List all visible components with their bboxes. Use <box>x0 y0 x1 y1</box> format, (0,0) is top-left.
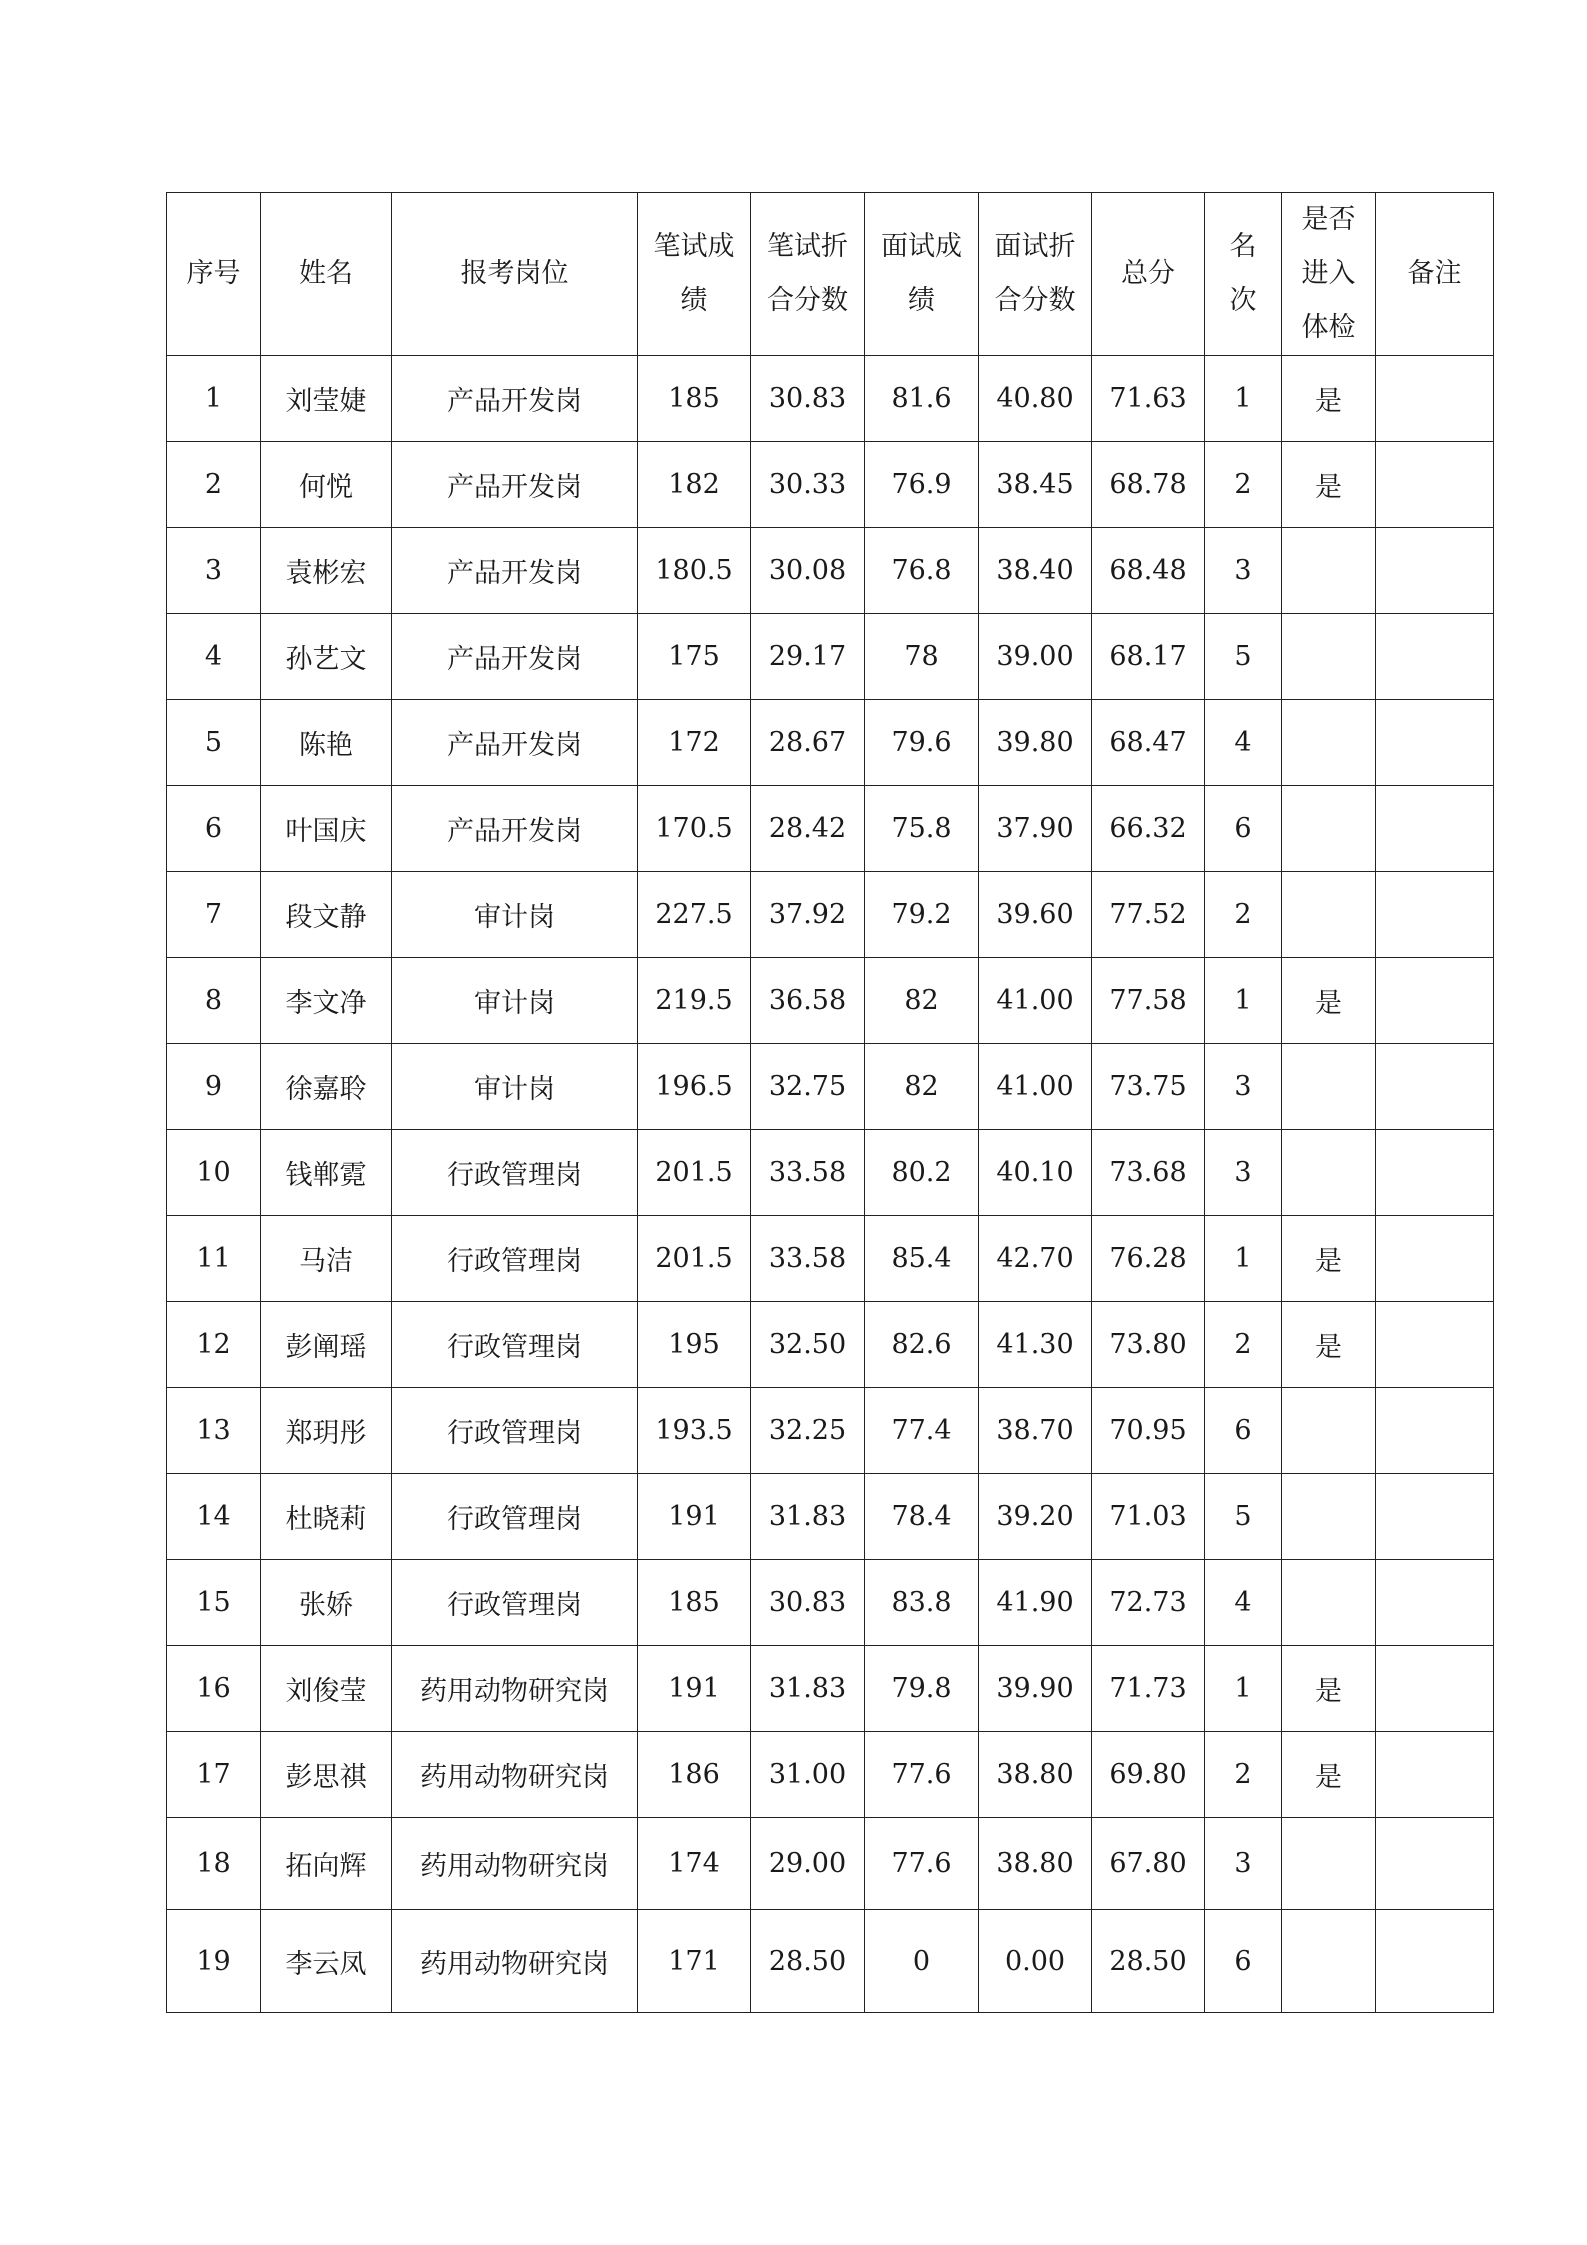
header-position <box>392 193 638 356</box>
cell-interview-converted: 40.80 <box>979 356 1092 442</box>
table-row <box>167 1302 1494 1388</box>
cell-written-converted: 28.67 <box>751 700 865 786</box>
table-row <box>167 1910 1494 2013</box>
cell-written-converted: 37.92 <box>751 872 865 958</box>
cell-written: 195 <box>638 1302 751 1388</box>
cell-rank: 3 <box>1205 528 1282 614</box>
cell-name: 张娇 <box>261 1560 392 1646</box>
cell-seq: 10 <box>167 1130 261 1216</box>
cell-remark <box>1376 958 1494 1044</box>
cell-written-converted: 28.42 <box>751 786 865 872</box>
cell-total: 70.95 <box>1092 1388 1205 1474</box>
cell-rank: 5 <box>1205 1474 1282 1560</box>
header-interview-converted <box>979 193 1092 356</box>
cell-written: 172 <box>638 700 751 786</box>
cell-written-converted: 32.75 <box>751 1044 865 1130</box>
cell-interview: 79.2 <box>865 872 979 958</box>
table-row <box>167 1474 1494 1560</box>
cell-position: 产品开发岗 <box>392 356 638 442</box>
cell-name: 刘莹婕 <box>261 356 392 442</box>
header-text-line: 是否 <box>1301 204 1356 235</box>
header-total <box>1092 193 1205 356</box>
cell-rank: 2 <box>1205 1302 1282 1388</box>
cell-total: 68.17 <box>1092 614 1205 700</box>
cell-interview: 78.4 <box>865 1474 979 1560</box>
cell-position: 药用动物研究岗 <box>392 1910 638 2013</box>
table-row <box>167 1818 1494 1910</box>
cell-seq: 2 <box>167 442 261 528</box>
cell-written: 175 <box>638 614 751 700</box>
cell-position: 行政管理岗 <box>392 1474 638 1560</box>
table-row <box>167 614 1494 700</box>
cell-written-converted: 31.83 <box>751 1474 865 1560</box>
cell-position: 药用动物研究岗 <box>392 1646 638 1732</box>
cell-total: 77.52 <box>1092 872 1205 958</box>
cell-rank: 4 <box>1205 1560 1282 1646</box>
header-text-line: 名 <box>1229 231 1257 262</box>
cell-written-converted: 33.58 <box>751 1216 865 1302</box>
cell-physical-exam <box>1282 528 1376 614</box>
cell-physical-exam <box>1282 1818 1376 1910</box>
cell-interview: 75.8 <box>865 786 979 872</box>
cell-name: 李云凤 <box>261 1910 392 2013</box>
cell-position: 审计岗 <box>392 958 638 1044</box>
header-rank <box>1205 193 1282 356</box>
cell-position: 产品开发岗 <box>392 786 638 872</box>
cell-seq: 9 <box>167 1044 261 1130</box>
cell-seq: 1 <box>167 356 261 442</box>
cell-position: 产品开发岗 <box>392 700 638 786</box>
cell-total: 67.80 <box>1092 1818 1205 1910</box>
cell-interview: 0 <box>865 1910 979 2013</box>
cell-written-converted: 28.50 <box>751 1910 865 2013</box>
cell-written: 174 <box>638 1818 751 1910</box>
cell-written: 227.5 <box>638 872 751 958</box>
cell-total: 28.50 <box>1092 1910 1205 2013</box>
cell-seq: 11 <box>167 1216 261 1302</box>
cell-written-converted: 30.83 <box>751 356 865 442</box>
cell-interview: 79.8 <box>865 1646 979 1732</box>
cell-physical-exam <box>1282 872 1376 958</box>
cell-remark <box>1376 1216 1494 1302</box>
header-text-line: 绩 <box>680 285 708 316</box>
header-text-line: 绩 <box>908 285 935 316</box>
cell-total: 76.28 <box>1092 1216 1205 1302</box>
cell-written: 191 <box>638 1646 751 1732</box>
table-row <box>167 1646 1494 1732</box>
table-row <box>167 872 1494 958</box>
table-row <box>167 786 1494 872</box>
cell-seq: 16 <box>167 1646 261 1732</box>
header-physical-exam <box>1282 193 1376 356</box>
cell-seq: 7 <box>167 872 261 958</box>
table-row <box>167 1044 1494 1130</box>
cell-total: 73.68 <box>1092 1130 1205 1216</box>
cell-written-converted: 36.58 <box>751 958 865 1044</box>
header-text-line: 笔试成 <box>653 231 735 262</box>
cell-interview: 85.4 <box>865 1216 979 1302</box>
cell-rank: 6 <box>1205 786 1282 872</box>
cell-total: 71.63 <box>1092 356 1205 442</box>
cell-remark <box>1376 356 1494 442</box>
cell-written-converted: 33.58 <box>751 1130 865 1216</box>
cell-name: 刘俊莹 <box>261 1646 392 1732</box>
cell-interview-converted: 41.90 <box>979 1560 1092 1646</box>
cell-seq: 5 <box>167 700 261 786</box>
cell-rank: 1 <box>1205 1216 1282 1302</box>
header-interview <box>865 193 979 356</box>
cell-interview-converted: 41.00 <box>979 1044 1092 1130</box>
cell-physical-exam <box>1282 1474 1376 1560</box>
cell-remark <box>1376 1302 1494 1388</box>
cell-written: 201.5 <box>638 1130 751 1216</box>
cell-name: 徐嘉聆 <box>261 1044 392 1130</box>
cell-physical-exam <box>1282 786 1376 872</box>
cell-name: 拓向辉 <box>261 1818 392 1910</box>
table-row <box>167 442 1494 528</box>
header-seq <box>167 193 261 356</box>
cell-position: 药用动物研究岗 <box>392 1732 638 1818</box>
cell-written: 186 <box>638 1732 751 1818</box>
cell-remark <box>1376 1560 1494 1646</box>
cell-name: 袁彬宏 <box>261 528 392 614</box>
table-row <box>167 528 1494 614</box>
cell-name: 陈艳 <box>261 700 392 786</box>
cell-total: 68.78 <box>1092 442 1205 528</box>
cell-remark <box>1376 1474 1494 1560</box>
cell-written: 171 <box>638 1910 751 2013</box>
cell-rank: 1 <box>1205 1646 1282 1732</box>
cell-name: 段文静 <box>261 872 392 958</box>
cell-written-converted: 30.83 <box>751 1560 865 1646</box>
cell-physical-exam: 是 <box>1282 356 1376 442</box>
cell-name: 彭思祺 <box>261 1732 392 1818</box>
cell-seq: 18 <box>167 1818 261 1910</box>
cell-rank: 2 <box>1205 442 1282 528</box>
cell-interview: 76.8 <box>865 528 979 614</box>
cell-seq: 3 <box>167 528 261 614</box>
cell-name: 何悦 <box>261 442 392 528</box>
cell-physical-exam: 是 <box>1282 1302 1376 1388</box>
cell-written: 219.5 <box>638 958 751 1044</box>
header-text-line: 备注 <box>1407 258 1462 289</box>
cell-written-converted: 31.00 <box>751 1732 865 1818</box>
cell-seq: 19 <box>167 1910 261 2013</box>
cell-interview: 82 <box>865 958 979 1044</box>
cell-physical-exam <box>1282 1388 1376 1474</box>
cell-interview: 82.6 <box>865 1302 979 1388</box>
score-table <box>166 192 1494 2013</box>
cell-rank: 4 <box>1205 700 1282 786</box>
cell-position: 行政管理岗 <box>392 1388 638 1474</box>
cell-name: 钱郸霓 <box>261 1130 392 1216</box>
cell-rank: 3 <box>1205 1044 1282 1130</box>
cell-remark <box>1376 1910 1494 2013</box>
cell-position: 审计岗 <box>392 872 638 958</box>
cell-written: 193.5 <box>638 1388 751 1474</box>
cell-total: 68.48 <box>1092 528 1205 614</box>
cell-rank: 1 <box>1205 356 1282 442</box>
cell-interview-converted: 41.30 <box>979 1302 1092 1388</box>
cell-total: 69.80 <box>1092 1732 1205 1818</box>
cell-interview: 79.6 <box>865 700 979 786</box>
header-text-line: 面试折 <box>994 231 1076 262</box>
cell-position: 行政管理岗 <box>392 1302 638 1388</box>
cell-written-converted: 29.00 <box>751 1818 865 1910</box>
cell-interview-converted: 38.80 <box>979 1732 1092 1818</box>
table-row <box>167 1560 1494 1646</box>
cell-position: 审计岗 <box>392 1044 638 1130</box>
cell-interview-converted: 38.40 <box>979 528 1092 614</box>
cell-name: 杜晓莉 <box>261 1474 392 1560</box>
cell-total: 73.75 <box>1092 1044 1205 1130</box>
cell-remark <box>1376 1388 1494 1474</box>
cell-remark <box>1376 872 1494 958</box>
cell-rank: 2 <box>1205 872 1282 958</box>
cell-seq: 8 <box>167 958 261 1044</box>
cell-seq: 14 <box>167 1474 261 1560</box>
cell-seq: 4 <box>167 614 261 700</box>
cell-rank: 3 <box>1205 1818 1282 1910</box>
cell-interview: 83.8 <box>865 1560 979 1646</box>
cell-written: 185 <box>638 1560 751 1646</box>
cell-written: 196.5 <box>638 1044 751 1130</box>
cell-seq: 12 <box>167 1302 261 1388</box>
cell-interview-converted: 39.20 <box>979 1474 1092 1560</box>
header-text-line: 合分数 <box>994 285 1076 316</box>
cell-interview: 82 <box>865 1044 979 1130</box>
table-row <box>167 1732 1494 1818</box>
cell-interview: 81.6 <box>865 356 979 442</box>
cell-written: 182 <box>638 442 751 528</box>
cell-seq: 17 <box>167 1732 261 1818</box>
cell-remark <box>1376 528 1494 614</box>
cell-total: 72.73 <box>1092 1560 1205 1646</box>
cell-position: 产品开发岗 <box>392 614 638 700</box>
cell-total: 68.47 <box>1092 700 1205 786</box>
cell-written-converted: 29.17 <box>751 614 865 700</box>
cell-name: 孙艺文 <box>261 614 392 700</box>
cell-physical-exam: 是 <box>1282 1732 1376 1818</box>
cell-written: 180.5 <box>638 528 751 614</box>
cell-interview: 80.2 <box>865 1130 979 1216</box>
cell-written-converted: 32.50 <box>751 1302 865 1388</box>
cell-interview-converted: 38.45 <box>979 442 1092 528</box>
cell-written: 201.5 <box>638 1216 751 1302</box>
cell-remark <box>1376 1044 1494 1130</box>
cell-name: 郑玥彤 <box>261 1388 392 1474</box>
cell-physical-exam <box>1282 614 1376 700</box>
cell-written: 191 <box>638 1474 751 1560</box>
header-text-line: 面试成 <box>881 231 962 262</box>
cell-name: 彭阐瑶 <box>261 1302 392 1388</box>
cell-remark <box>1376 1130 1494 1216</box>
header-text-line: 报考岗位 <box>460 258 569 289</box>
header-written <box>638 193 751 356</box>
cell-written-converted: 30.33 <box>751 442 865 528</box>
header-written-converted <box>751 193 865 356</box>
cell-rank: 1 <box>1205 958 1282 1044</box>
cell-seq: 13 <box>167 1388 261 1474</box>
header-text-line: 合分数 <box>767 285 848 316</box>
cell-physical-exam: 是 <box>1282 958 1376 1044</box>
cell-total: 77.58 <box>1092 958 1205 1044</box>
cell-total: 71.03 <box>1092 1474 1205 1560</box>
cell-written: 170.5 <box>638 786 751 872</box>
cell-interview-converted: 41.00 <box>979 958 1092 1044</box>
table-body <box>167 356 1494 2013</box>
cell-remark <box>1376 700 1494 786</box>
cell-position: 产品开发岗 <box>392 442 638 528</box>
cell-physical-exam <box>1282 1910 1376 2013</box>
cell-written: 185 <box>638 356 751 442</box>
cell-interview: 77.4 <box>865 1388 979 1474</box>
cell-interview-converted: 38.70 <box>979 1388 1092 1474</box>
cell-name: 叶国庆 <box>261 786 392 872</box>
cell-rank: 5 <box>1205 614 1282 700</box>
cell-name: 李文净 <box>261 958 392 1044</box>
cell-written-converted: 31.83 <box>751 1646 865 1732</box>
header-text-line: 笔试折 <box>767 231 848 262</box>
header-text-line: 次 <box>1229 285 1257 316</box>
cell-physical-exam: 是 <box>1282 1216 1376 1302</box>
cell-position: 行政管理岗 <box>392 1216 638 1302</box>
cell-interview-converted: 39.80 <box>979 700 1092 786</box>
cell-position: 行政管理岗 <box>392 1560 638 1646</box>
cell-interview-converted: 0.00 <box>979 1910 1092 2013</box>
cell-seq: 6 <box>167 786 261 872</box>
cell-seq: 15 <box>167 1560 261 1646</box>
table-row <box>167 1130 1494 1216</box>
cell-written-converted: 30.08 <box>751 528 865 614</box>
cell-written-converted: 32.25 <box>751 1388 865 1474</box>
cell-interview-converted: 42.70 <box>979 1216 1092 1302</box>
cell-name: 马洁 <box>261 1216 392 1302</box>
header-text-line: 总分 <box>1121 258 1175 289</box>
cell-physical-exam <box>1282 700 1376 786</box>
cell-rank: 2 <box>1205 1732 1282 1818</box>
table-header-row <box>167 193 1494 356</box>
cell-interview-converted: 37.90 <box>979 786 1092 872</box>
cell-interview: 76.9 <box>865 442 979 528</box>
cell-interview: 78 <box>865 614 979 700</box>
cell-physical-exam: 是 <box>1282 442 1376 528</box>
cell-physical-exam <box>1282 1560 1376 1646</box>
cell-physical-exam <box>1282 1130 1376 1216</box>
cell-remark <box>1376 1732 1494 1818</box>
cell-rank: 6 <box>1205 1388 1282 1474</box>
cell-interview: 77.6 <box>865 1732 979 1818</box>
table-row <box>167 958 1494 1044</box>
cell-remark <box>1376 786 1494 872</box>
cell-interview-converted: 39.60 <box>979 872 1092 958</box>
cell-position: 药用动物研究岗 <box>392 1818 638 1910</box>
cell-remark <box>1376 442 1494 528</box>
cell-interview-converted: 39.90 <box>979 1646 1092 1732</box>
cell-remark <box>1376 1818 1494 1910</box>
table-row <box>167 1216 1494 1302</box>
cell-total: 66.32 <box>1092 786 1205 872</box>
cell-position: 产品开发岗 <box>392 528 638 614</box>
cell-interview: 77.6 <box>865 1818 979 1910</box>
cell-remark <box>1376 1646 1494 1732</box>
header-text-line: 序号 <box>186 258 241 289</box>
cell-total: 71.73 <box>1092 1646 1205 1732</box>
table-row <box>167 1388 1494 1474</box>
header-name <box>261 193 392 356</box>
cell-interview-converted: 38.80 <box>979 1818 1092 1910</box>
cell-remark <box>1376 614 1494 700</box>
header-text-line: 进入 <box>1301 258 1356 289</box>
cell-interview-converted: 40.10 <box>979 1130 1092 1216</box>
header-remark <box>1376 193 1494 356</box>
table-row <box>167 356 1494 442</box>
cell-physical-exam: 是 <box>1282 1646 1376 1732</box>
cell-rank: 3 <box>1205 1130 1282 1216</box>
cell-physical-exam <box>1282 1044 1376 1130</box>
table-row <box>167 700 1494 786</box>
cell-position: 行政管理岗 <box>392 1130 638 1216</box>
cell-rank: 6 <box>1205 1910 1282 2013</box>
cell-interview-converted: 39.00 <box>979 614 1092 700</box>
header-text-line: 体检 <box>1301 312 1356 343</box>
cell-total: 73.80 <box>1092 1302 1205 1388</box>
header-text-line: 姓名 <box>299 258 353 289</box>
